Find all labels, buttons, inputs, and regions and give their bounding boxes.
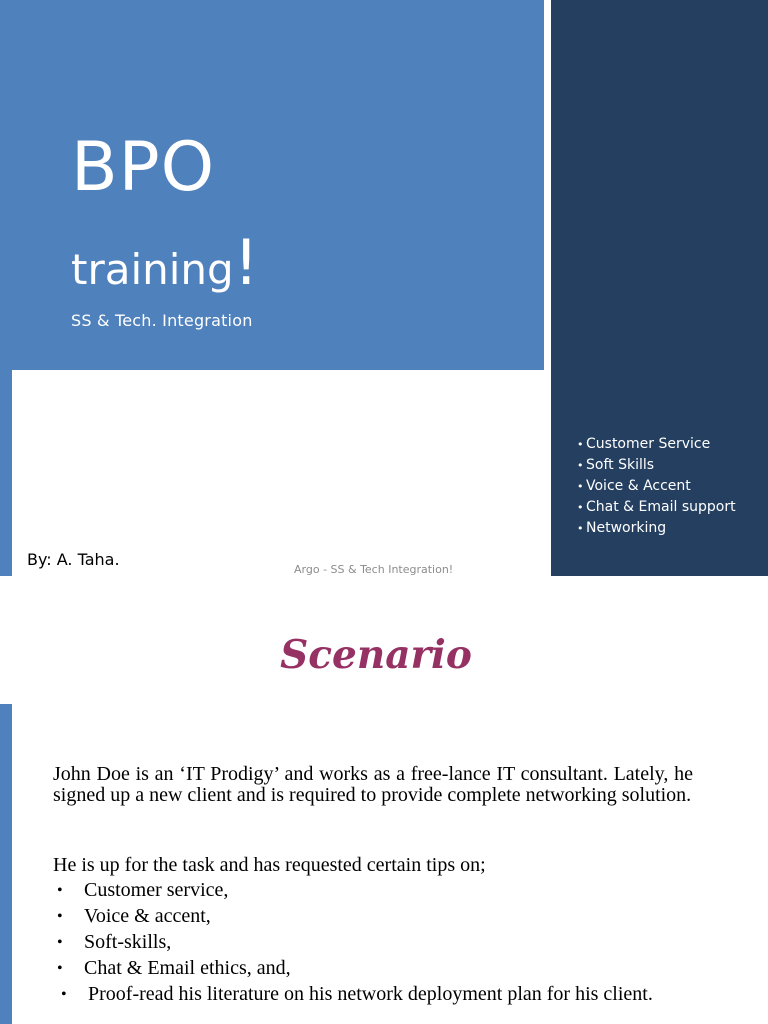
slide-title-word: training: [71, 245, 234, 294]
topics-panel: [551, 0, 768, 576]
tip-item: • Voice & accent,: [57, 906, 697, 927]
topic-item: • Chat & Email support: [577, 498, 757, 517]
tip-item: • Soft-skills,: [57, 932, 697, 953]
tips-intro: He is up for the task and has requested certain tips on;: [53, 854, 486, 876]
topic-item: • Networking: [577, 519, 757, 538]
slide-title-exclamation: !: [233, 226, 259, 299]
slide-subtitle: SS & Tech. Integration: [71, 311, 253, 330]
slide-title-line2: [71, 226, 259, 299]
tip-item: • Chat & Email ethics, and,: [57, 958, 697, 979]
scenario-title: Scenario: [280, 632, 472, 678]
topic-item: • Voice & Accent: [577, 477, 757, 496]
topics-list: [577, 435, 757, 540]
slide-footer: Argo - SS & Tech Integration!: [294, 563, 454, 576]
topic-item: • Soft Skills: [577, 456, 757, 475]
tips-list: [57, 880, 697, 1010]
topic-item: • Customer Service: [577, 435, 757, 454]
author-credit: By: A. Taha.: [27, 550, 120, 569]
scenario-slide: [0, 576, 768, 1024]
slide-title: BPO: [71, 128, 216, 207]
tip-item: • Customer service,: [57, 880, 697, 901]
tip-item: • Proof-read his literature on his network deployment plan for his client.: [57, 984, 697, 1005]
left-accent-strip: [0, 704, 12, 1024]
scenario-paragraph: John Doe is an ‘IT Prodigy’ and works as a free-lance IT consultant. Lately, he signed up a new client and is required to provide complete networking solution.: [53, 763, 693, 806]
title-panel: [0, 0, 544, 370]
